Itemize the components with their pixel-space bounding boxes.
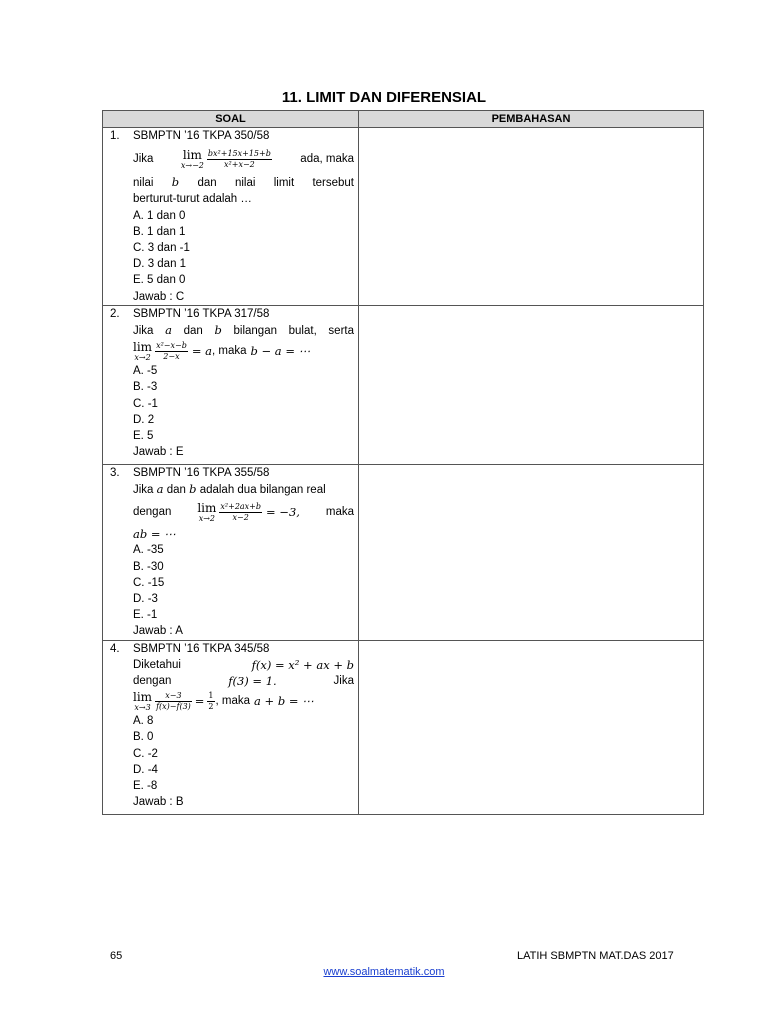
lim-word: lim [133,339,153,354]
math-expr: f(x) = x² + ax + b [251,657,354,672]
math-var: b [171,175,180,190]
question-source: SBMPTN ’16 TKPA 345/58 [133,642,270,655]
question-cell [103,464,359,640]
answer: Jawab : B [133,796,184,809]
discussion-cell [359,464,704,640]
text: maka [325,506,354,519]
option: D. -3 [133,593,158,606]
text: Jika [133,325,154,338]
lim-word: lim [182,147,202,162]
math-var: b [189,482,197,497]
option: D. 3 dan 1 [133,258,187,271]
question-text-line [133,673,354,689]
text: Jika [333,675,354,688]
table-row [103,305,704,464]
text-ada-maka: ada, maka [300,153,354,166]
option: B. -30 [133,560,164,573]
table-row [103,464,704,640]
question-source: SBMPTN ’16 TKPA 317/58 [133,307,270,320]
math-expr: b − a = ⋯ [250,344,311,359]
math-eq: = a [191,344,212,359]
option: E. 5 dan 0 [133,274,186,287]
answer: Jawab : E [133,446,184,459]
limit-expression [181,149,273,170]
text: nilai [133,177,154,190]
discussion-cell [359,128,704,306]
limit-expression [133,339,354,363]
text: Jika [133,484,154,497]
option: C. -1 [133,397,158,410]
question-source: SBMPTN ’16 TKPA 350/58 [133,130,270,142]
question-number: 4. [110,642,120,655]
option: A. 1 dan 0 [133,209,186,222]
option: C. -15 [133,576,165,589]
text: dan [183,325,203,338]
option: E. -1 [133,609,158,622]
answer: Jawab : A [133,625,183,638]
question-text-line: berturut-turut adalah … [133,193,252,206]
text-jika: Jika [133,153,154,166]
text: , maka [215,695,251,708]
question-text-line [133,657,354,673]
question-text-line [133,174,354,191]
option: E. 5 [133,430,154,443]
header-pembahasan: PEMBAHASAN [359,111,704,128]
table-row [103,128,704,306]
question-cell [103,305,359,464]
answer: Jawab : C [133,290,185,303]
question-cell [103,128,359,306]
series-label: LATIH SBMPTN MAT.DAS 2017 [517,950,674,962]
option: E. -8 [133,780,158,793]
option: B. 0 [133,731,154,744]
lim-sub: x→2 [134,352,151,362]
math-eq: = −3, [266,505,300,520]
limit-expression [133,689,354,713]
discussion-cell [359,305,704,464]
page-title: 11. LIMIT DAN DIFERENSIAL [281,89,487,106]
table-header-row [103,111,704,128]
text: dan nilai limit tersebut [197,177,354,190]
text: adalah dua bilangan real [199,484,326,497]
question-table [102,110,704,815]
fraction-numerator: x²+2ax+b [220,501,262,511]
text: dengan [133,675,172,688]
text: dengan [133,506,172,519]
text: bilangan bulat, serta [233,325,354,338]
option: A. -35 [133,544,164,557]
math-expr: ab = ⋯ [133,527,176,542]
lim-sub: x→3 [134,702,151,712]
option: B. 1 dan 1 [133,225,186,238]
question-cell [103,640,359,814]
question-source: SBMPTN ’16 TKPA 355/58 [133,466,270,479]
fraction-numerator: x−3 [155,691,192,702]
discussion-cell [359,640,704,814]
math-expr: f(3) = 1. [228,674,277,689]
fraction-numerator: 1 [208,690,214,700]
text: , maka [211,345,247,358]
website-link[interactable]: www.soalmatematik.com [323,966,445,978]
fraction-denominator: f(x)−f(3) [156,701,191,711]
lim-word: lim [133,689,153,704]
option: D. 2 [133,413,155,426]
option: C. 3 dan -1 [133,242,190,255]
fraction-denominator: 2−x [163,351,180,361]
header-soal: SOAL [103,111,359,128]
fraction-denominator: x²+x−2 [224,159,255,169]
text: Diketahui [133,658,181,671]
fraction-denominator: x−2 [232,512,249,522]
option: B. -3 [133,381,158,394]
option: C. -2 [133,747,158,760]
lim-sub: x→−2 [180,160,204,170]
question-number: 1. [110,130,120,142]
option: A. -5 [133,365,158,378]
lim-sub: x→2 [198,513,216,523]
limit-expression [133,498,354,526]
math-eq: = [194,694,205,709]
question-number: 3. [110,466,120,479]
table-row [103,640,704,814]
lim-word: lim [197,500,217,515]
option: A. 8 [133,715,154,728]
fraction-numerator: bx²+15x+15+b [207,148,271,158]
question-text-line [133,481,354,498]
fraction-denominator: 2 [208,701,214,711]
page-number: 65 [110,950,123,962]
math-var: a [165,323,172,338]
option: D. -4 [133,763,158,776]
text: dan [166,484,186,497]
question-text-line [133,322,354,339]
question-number: 2. [110,307,120,320]
math-var: b [214,323,222,338]
math-expr: a + b = ⋯ [254,694,314,709]
math-var: a [156,482,164,497]
fraction-numerator: x²−x−b [156,340,187,350]
